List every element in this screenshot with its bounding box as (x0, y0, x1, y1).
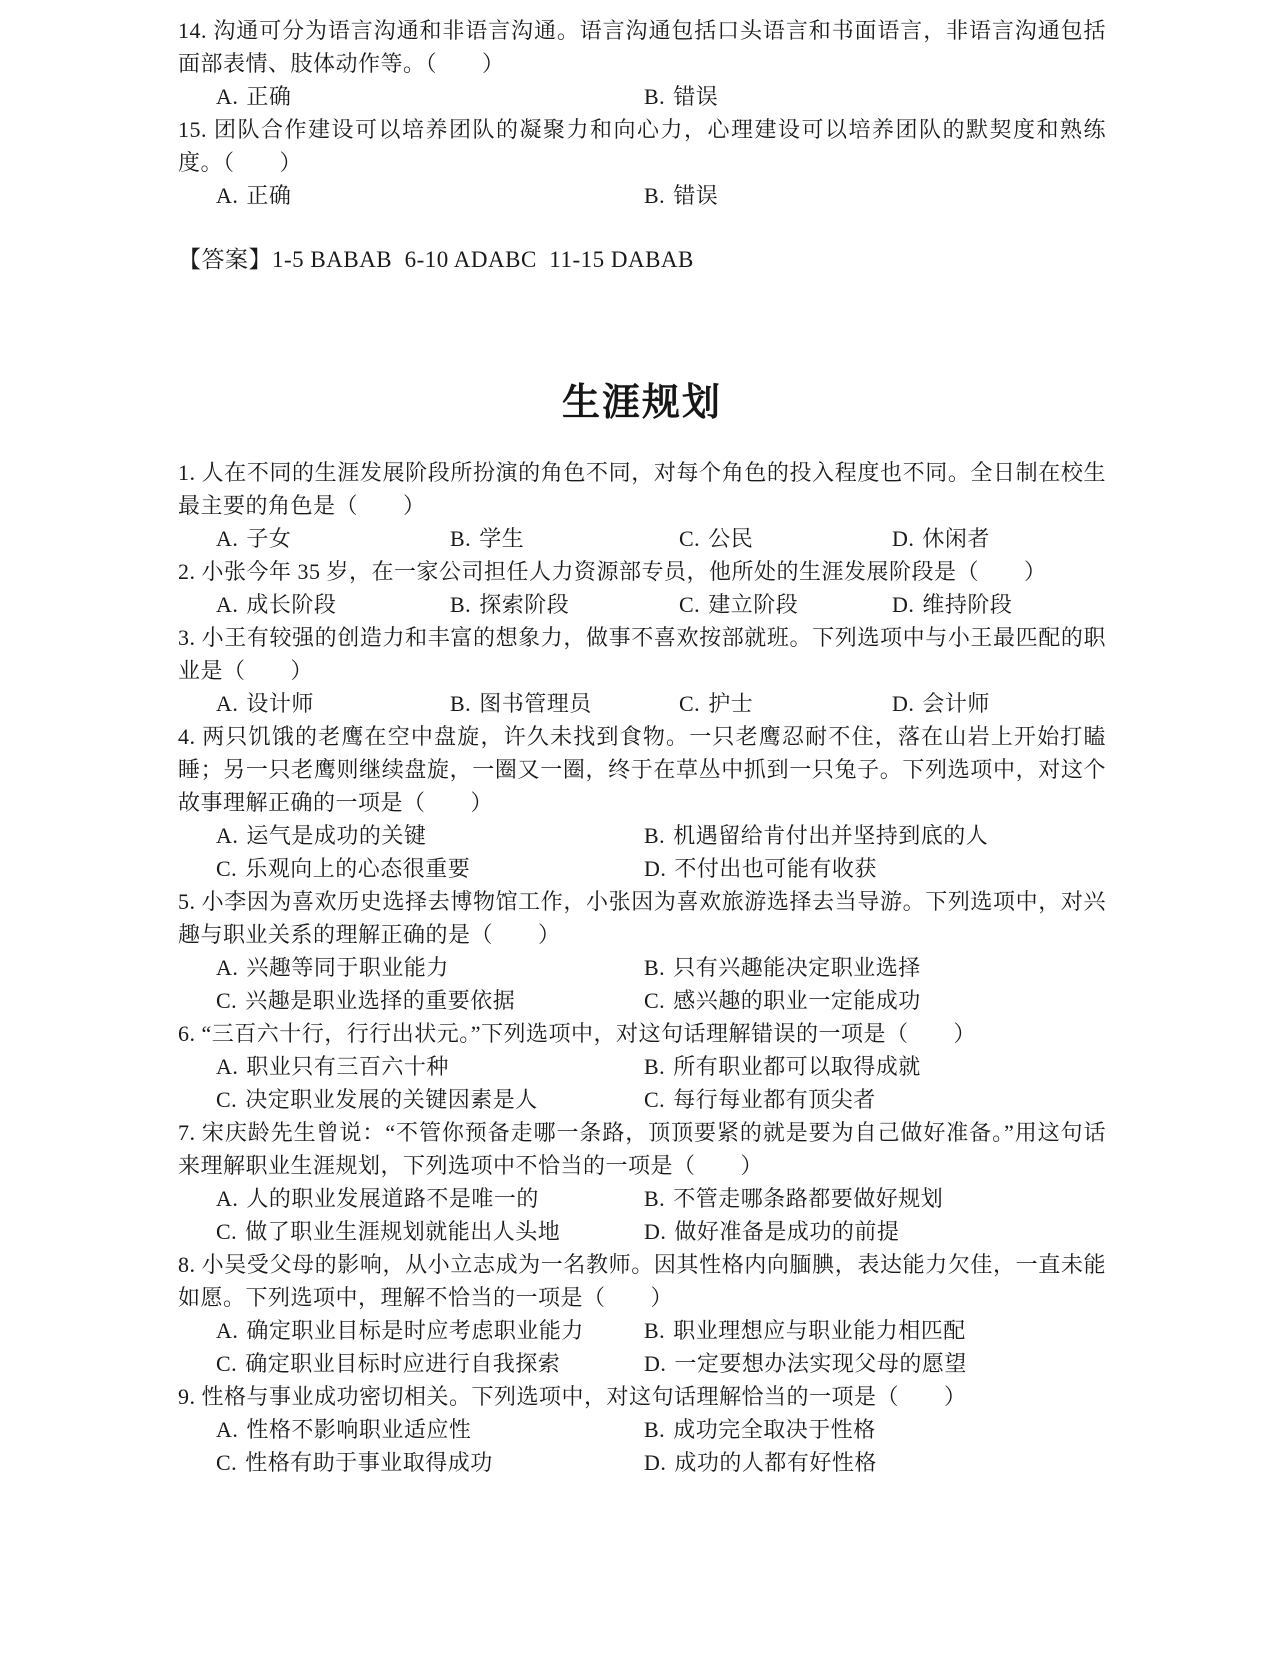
question-text (178, 885, 1106, 951)
options-row (178, 687, 1106, 720)
option-D (644, 1347, 1106, 1380)
option-B (644, 951, 1106, 984)
option-B (644, 179, 1106, 212)
option-label: B. (450, 592, 472, 617)
options-row (178, 80, 1106, 113)
option-text: 兴趣是职业选择的重要依据 (245, 988, 516, 1013)
question-number: 9. (178, 1384, 196, 1409)
question-text (178, 1248, 1106, 1314)
option-text: 感兴趣的职业一定能成功 (673, 988, 921, 1013)
question-number: 14. (178, 18, 207, 43)
option-text: 机遇留给肯付出并坚持到底的人 (673, 823, 989, 848)
option-label: D. (892, 592, 915, 617)
question-text (178, 621, 1106, 687)
question-body-text: 小王有较强的创造力和丰富的想象力，做事不喜欢按部就班。下列选项中与小王最匹配的职业是（ ） (178, 625, 1106, 683)
option-A (216, 1413, 644, 1446)
option-text: 性格不影响职业适应性 (246, 1417, 472, 1442)
option-text: 做了职业生涯规划就能出人头地 (245, 1219, 561, 1244)
option-text: 建立阶段 (708, 592, 799, 617)
question-body-text: “三百六十行，行行出状元。”下列选项中，对这句话理解错误的一项是（ ） (201, 1021, 977, 1046)
option-text: 只有兴趣能决定职业选择 (673, 955, 921, 980)
option-B (644, 1413, 1106, 1446)
options-row (178, 1413, 1106, 1446)
option-text: 职业理想应与职业能力相匹配 (673, 1318, 966, 1343)
option-text: 做好准备是成功的前提 (674, 1219, 900, 1244)
question-body-text: 宋庆龄先生曾说：“不管你预备走哪一条路，顶顶要紧的就是要为自己做好准备。”用这句话来理解职业生涯规划，下列选项中不恰当的一项是（ ） (178, 1120, 1106, 1178)
option-A (216, 80, 644, 113)
option-C (679, 687, 892, 720)
option-text: 错误 (673, 183, 719, 208)
question-body-text: 小吴受父母的影响，从小立志成为一名教师。因其性格内向腼腆，表达能力欠佳，一直未能如愿。下列选项中，理解不恰当的一项是（ ） (178, 1252, 1106, 1310)
option-text: 休闲者 (922, 526, 990, 551)
option-D (892, 588, 1106, 621)
option-text: 成功的人都有好性格 (674, 1450, 877, 1475)
option-D (644, 1215, 1106, 1248)
option-label: C. (216, 988, 238, 1013)
previous-section-questions (178, 14, 1106, 212)
option-label: A. (216, 1054, 239, 1079)
question-text (178, 14, 1106, 80)
option-label: A. (216, 1186, 239, 1211)
question-number: 1. (178, 460, 196, 485)
option-text: 所有职业都可以取得成就 (673, 1054, 921, 1079)
option-text: 兴趣等同于职业能力 (246, 955, 449, 980)
option-text: 学生 (479, 526, 525, 551)
option-text: 决定职业发展的关键因素是人 (245, 1087, 538, 1112)
option-B (450, 522, 679, 555)
option-label: A. (216, 183, 239, 208)
options-row (178, 179, 1106, 212)
question-number: 15. (178, 117, 207, 142)
question-body-text: 团队合作建设可以培养团队的凝聚力和向心力，心理建设可以培养团队的默契度和熟练度。（ ） (178, 117, 1106, 175)
options-row (178, 1314, 1106, 1347)
question-number: 3. (178, 625, 196, 650)
options-row (178, 984, 1106, 1017)
option-text: 护士 (708, 691, 754, 716)
question-number: 5. (178, 889, 196, 914)
option-label: B. (644, 1054, 666, 1079)
options-row (178, 1050, 1106, 1083)
option-A (216, 1314, 644, 1347)
option-label: B. (644, 1417, 666, 1442)
question-number: 7. (178, 1120, 196, 1145)
option-label: B. (644, 1318, 666, 1343)
option-label: C. (216, 1219, 238, 1244)
option-label: B. (644, 955, 666, 980)
option-label: D. (644, 1351, 667, 1376)
option-A (216, 1182, 644, 1215)
option-B (644, 819, 1106, 852)
option-label: C. (644, 1087, 666, 1112)
option-label: B. (644, 84, 666, 109)
option-label: A. (216, 592, 239, 617)
option-text: 图书管理员 (479, 691, 592, 716)
option-label: D. (644, 856, 667, 881)
question-number: 6. (178, 1021, 196, 1046)
options-row (178, 588, 1106, 621)
option-label: B. (450, 691, 472, 716)
question-8 (178, 1248, 1106, 1380)
option-A (216, 687, 450, 720)
option-B (644, 80, 1106, 113)
question-number: 4. (178, 724, 196, 749)
question-text (178, 1116, 1106, 1182)
option-label: D. (892, 691, 915, 716)
option-text: 成长阶段 (246, 592, 337, 617)
option-A (216, 588, 450, 621)
question-14 (178, 14, 1106, 113)
option-label: D. (892, 526, 915, 551)
option-label: A. (216, 526, 239, 551)
option-A (216, 951, 644, 984)
options-row (178, 819, 1106, 852)
option-label: C. (679, 691, 701, 716)
option-text: 运气是成功的关键 (246, 823, 427, 848)
question-2 (178, 555, 1106, 621)
option-label: C. (216, 1450, 238, 1475)
option-B (644, 1182, 1106, 1215)
exam-page-content (178, 14, 1106, 1479)
option-text: 每行每业都有顶尖者 (673, 1087, 876, 1112)
option-C (644, 1083, 1106, 1116)
option-label: A. (216, 691, 239, 716)
question-4 (178, 720, 1106, 885)
option-text: 不管走哪条路都要做好规划 (673, 1186, 944, 1211)
option-D (892, 687, 1106, 720)
question-15 (178, 113, 1106, 212)
question-body-text: 性格与事业成功密切相关。下列选项中，对这句话理解恰当的一项是（ ） (201, 1384, 967, 1409)
option-text: 确定职业目标是时应考虑职业能力 (246, 1318, 584, 1343)
option-label: A. (216, 84, 239, 109)
option-label: A. (216, 823, 239, 848)
option-label: B. (644, 1186, 666, 1211)
question-body-text: 人在不同的生涯发展阶段所扮演的角色不同，对每个角色的投入程度也不同。全日制在校生最主要的角色是（ ） (178, 460, 1106, 518)
option-D (644, 1446, 1106, 1479)
option-C (216, 852, 644, 885)
question-text (178, 456, 1106, 522)
option-label: C. (679, 526, 701, 551)
option-A (216, 179, 644, 212)
question-body-text: 两只饥饿的老鹰在空中盘旋，许久未找到食物。一只老鹰忍耐不住，落在山岩上开始打瞌睡；另一只老鹰则继续盘旋，一圈又一圈，终于在草丛中抓到一只兔子。下列选项中，对这个故事理解正确的一项是（ ） (178, 724, 1106, 815)
option-label: B. (644, 183, 666, 208)
option-text: 成功完全取决于性格 (673, 1417, 876, 1442)
option-text: 设计师 (246, 691, 314, 716)
option-C (216, 1446, 644, 1479)
option-text: 乐观向上的心态很重要 (245, 856, 471, 881)
option-A (216, 522, 450, 555)
option-label: D. (644, 1450, 667, 1475)
options-row (178, 1446, 1106, 1479)
option-label: C. (216, 1351, 238, 1376)
option-label: C. (216, 1087, 238, 1112)
option-D (892, 522, 1106, 555)
option-C (216, 1347, 644, 1380)
option-text: 正确 (246, 84, 292, 109)
option-text: 一定要想办法实现父母的愿望 (674, 1351, 967, 1376)
question-1 (178, 456, 1106, 555)
answer-key-line: 【答案】1-5 BABAB 6-10 ADABC 11-15 DABAB (178, 247, 694, 272)
option-B (450, 687, 679, 720)
career-planning-questions (178, 456, 1106, 1479)
option-text: 职业只有三百六十种 (246, 1054, 449, 1079)
options-row (178, 852, 1106, 885)
options-row (178, 1182, 1106, 1215)
question-6 (178, 1017, 1106, 1116)
question-5 (178, 885, 1106, 1017)
option-label: A. (216, 955, 239, 980)
option-text: 不付出也可能有收获 (674, 856, 877, 881)
option-C (679, 588, 892, 621)
option-label: B. (644, 823, 666, 848)
option-label: A. (216, 1417, 239, 1442)
option-text: 确定职业目标时应进行自我探索 (245, 1351, 561, 1376)
option-text: 正确 (246, 183, 292, 208)
question-text (178, 555, 1106, 588)
question-body-text: 小张今年 35 岁，在一家公司担任人力资源部专员，他所处的生涯发展阶段是（ ） (201, 559, 1047, 584)
question-number: 8. (178, 1252, 196, 1277)
options-row (178, 1347, 1106, 1380)
section-title: 生涯规划 (561, 382, 722, 424)
option-text: 性格有助于事业取得成功 (245, 1450, 493, 1475)
question-body-text: 小李因为喜欢历史选择去博物馆工作，小张因为喜欢旅游选择去当导游。下列选项中，对兴趣与职业关系的理解正确的是（ ） (178, 889, 1106, 947)
option-C (216, 1083, 644, 1116)
option-label: C. (644, 988, 666, 1013)
option-text: 错误 (673, 84, 719, 109)
option-D (644, 852, 1106, 885)
options-row (178, 951, 1106, 984)
option-B (644, 1050, 1106, 1083)
option-text: 人的职业发展道路不是唯一的 (246, 1186, 539, 1211)
question-7 (178, 1116, 1106, 1248)
option-C (679, 522, 892, 555)
options-row (178, 1215, 1106, 1248)
question-text (178, 1017, 1106, 1050)
option-B (450, 588, 679, 621)
question-3 (178, 621, 1106, 720)
option-label: C. (679, 592, 701, 617)
option-A (216, 819, 644, 852)
question-text (178, 720, 1106, 819)
option-text: 公民 (708, 526, 754, 551)
option-label: B. (450, 526, 472, 551)
option-text: 子女 (246, 526, 292, 551)
option-C (644, 984, 1106, 1017)
options-row (178, 522, 1106, 555)
question-text (178, 113, 1106, 179)
question-text (178, 1380, 1106, 1413)
option-A (216, 1050, 644, 1083)
options-row (178, 1083, 1106, 1116)
option-C (216, 1215, 644, 1248)
option-text: 探索阶段 (479, 592, 570, 617)
option-label: D. (644, 1219, 667, 1244)
question-9 (178, 1380, 1106, 1479)
option-text: 维持阶段 (922, 592, 1013, 617)
option-label: A. (216, 1318, 239, 1343)
question-body-text: 沟通可分为语言沟通和非语言沟通。语言沟通包括口头语言和书面语言，非语言沟通包括面部表情、肢体动作等。（ ） (178, 18, 1106, 76)
option-text: 会计师 (922, 691, 990, 716)
option-C (216, 984, 644, 1017)
option-label: C. (216, 856, 238, 881)
option-B (644, 1314, 1106, 1347)
question-number: 2. (178, 559, 196, 584)
